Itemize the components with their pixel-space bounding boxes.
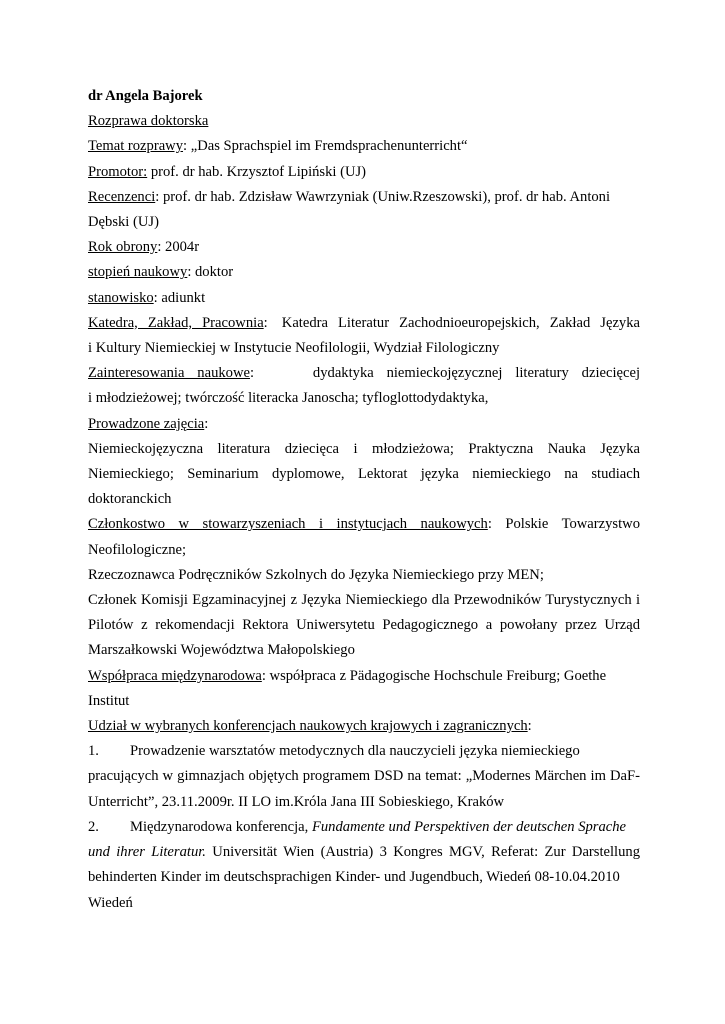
dissertation-heading-text: Rozprawa doktorska <box>88 113 209 130</box>
degree-value: : doktor <box>187 264 234 281</box>
cooperation-value-1: : współpraca z Pädagogische Hochschule Freiburg; Goethe <box>261 667 607 684</box>
year-label: Rok obrony <box>88 239 158 256</box>
cooperation-label: Współpraca międzynarodowa <box>88 667 262 684</box>
promotor-label: Promotor: <box>88 163 148 180</box>
promotor-value: prof. dr hab. Krzysztof Lipiński (UJ) <box>147 163 367 180</box>
membership-line-3: Rzeczoznawca Podręczników Szkolnych do Języka Niemieckiego przy MEN; <box>88 566 544 583</box>
dissertation-promotor <box>88 160 640 185</box>
conference-number: 2. <box>88 818 99 835</box>
position-value: : adiunkt <box>153 289 206 306</box>
conference-item-2 <box>88 815 640 840</box>
year-value: : 2004r <box>157 239 200 256</box>
defense-year <box>88 235 640 260</box>
degree-label: stopień naukowy <box>88 264 188 281</box>
conference-number: 1. <box>88 743 99 760</box>
dissertation-reviews <box>88 185 640 210</box>
international-cooperation <box>88 664 640 689</box>
conference-2-line-2-italic: und ihrer Literatur. <box>88 844 206 861</box>
reviews-value-1: : prof. dr hab. Zdzisław Wawrzyniak (Uniw.Rzeszowski), prof. dr hab. Antoni <box>155 188 611 205</box>
courses-heading <box>88 412 640 437</box>
interests-label: Zainteresowania naukowe <box>88 365 250 382</box>
interests-value-1: dydaktyka niemieckojęzycznej literatury dziecięcej <box>312 365 640 382</box>
international-cooperation-cont: Institut <box>88 692 130 709</box>
position-label: stanowisko <box>88 289 154 306</box>
dissertation-reviews-cont: Dębski (UJ) <box>88 214 159 231</box>
department-label: Katedra, Zakład, Pracownia <box>88 314 264 331</box>
research-interests <box>88 361 640 386</box>
conference-item-1 <box>88 739 640 764</box>
department-colon: : <box>263 314 268 331</box>
topic-value: : „Das Sprachspiel im Fremdsprachenunterricht“ <box>183 138 468 155</box>
reviews-label: Recenzenci <box>88 188 156 205</box>
department <box>88 311 640 336</box>
membership-line-6: Marszałkowski Województwa Małopolskiego <box>88 642 355 659</box>
courses-label: Prowadzone zajęcia <box>88 415 205 432</box>
document-page <box>88 84 640 916</box>
dissertation-heading <box>88 109 640 134</box>
membership-cont: Neofilologiczne; <box>88 541 187 558</box>
research-interests-cont: i młodzieżowej; twórczość literacka Janoscha; tyfloglottodydaktyka, <box>88 390 489 407</box>
conference-2-line-2-plain: Universität Wien (Austria) 3 Kongres MGV, Referat: Zur Darstellung <box>205 844 640 861</box>
conference-2-line-4: Wiedeń <box>88 894 133 911</box>
conference-1-line-3: Unterricht”, 23.11.2009r. II LO im.Króla Jana III Sobieskiego, Kraków <box>88 793 505 810</box>
dissertation-topic <box>88 134 640 159</box>
person-name: dr Angela Bajorek <box>88 88 203 104</box>
interests-colon: : <box>249 365 255 382</box>
courses-line-1: Niemieckojęzyczna literatura dziecięca i młodzieżowa; Praktyczna Nauka Języka <box>88 440 640 457</box>
conference-1-line-1: Prowadzenie warsztatów metodycznych dla nauczycieli języka niemieckiego <box>130 743 580 760</box>
conference-2-line-1-plain: Międzynarodowa konferencja, <box>130 818 312 835</box>
membership-line-4: Członek Komisji Egzaminacyjnej z Języka Niemieckiego dla Przewodników Turystycznych i <box>88 592 640 609</box>
membership-label: Członkostwo w stowarzyszeniach i instytucjach naukowych <box>88 516 488 533</box>
department-value-1: Katedra Literatur Zachodnioeuropejskich, Zakład Języka <box>281 314 641 331</box>
membership <box>88 512 640 537</box>
job-position <box>88 286 640 311</box>
topic-label: Temat rozprawy <box>88 138 184 155</box>
conference-2-line-1-italic: Fundamente und Perspektiven der deutschen Sprache <box>311 818 627 835</box>
courses-line-2: Niemieckiego; Seminarium dyplomowe, Lektorat języka niemieckiego na studiach <box>88 466 640 483</box>
conferences-heading <box>88 714 640 739</box>
academic-degree <box>88 260 640 285</box>
conferences-label: Udział w wybranych konferencjach naukowych krajowych i zagranicznych <box>88 718 528 735</box>
conferences-colon: : <box>527 718 532 735</box>
conference-1-line-2: pracujących w gimnazjach objętych programem DSD na temat: „Modernes Märchen im DaF- <box>88 768 640 785</box>
conference-2-line-2 <box>88 840 640 865</box>
courses-colon: : <box>204 415 209 432</box>
courses-line-3: doktoranckich <box>88 491 172 508</box>
membership-line-5: Pilotów z rekomendacji Rektora Uniwersytetu Pedagogicznego a powołany przez Urząd <box>88 617 640 634</box>
conference-2-line-3: behinderten Kinder im deutschsprachigen Kinder- und Jugendbuch, Wiedeń 08-10.04.2010 <box>88 869 620 886</box>
department-cont: i Kultury Niemieckiej w Instytucie Neofilologii, Wydział Filologiczny <box>88 340 500 357</box>
membership-value-1: : Polskie Towarzystwo <box>487 516 640 533</box>
